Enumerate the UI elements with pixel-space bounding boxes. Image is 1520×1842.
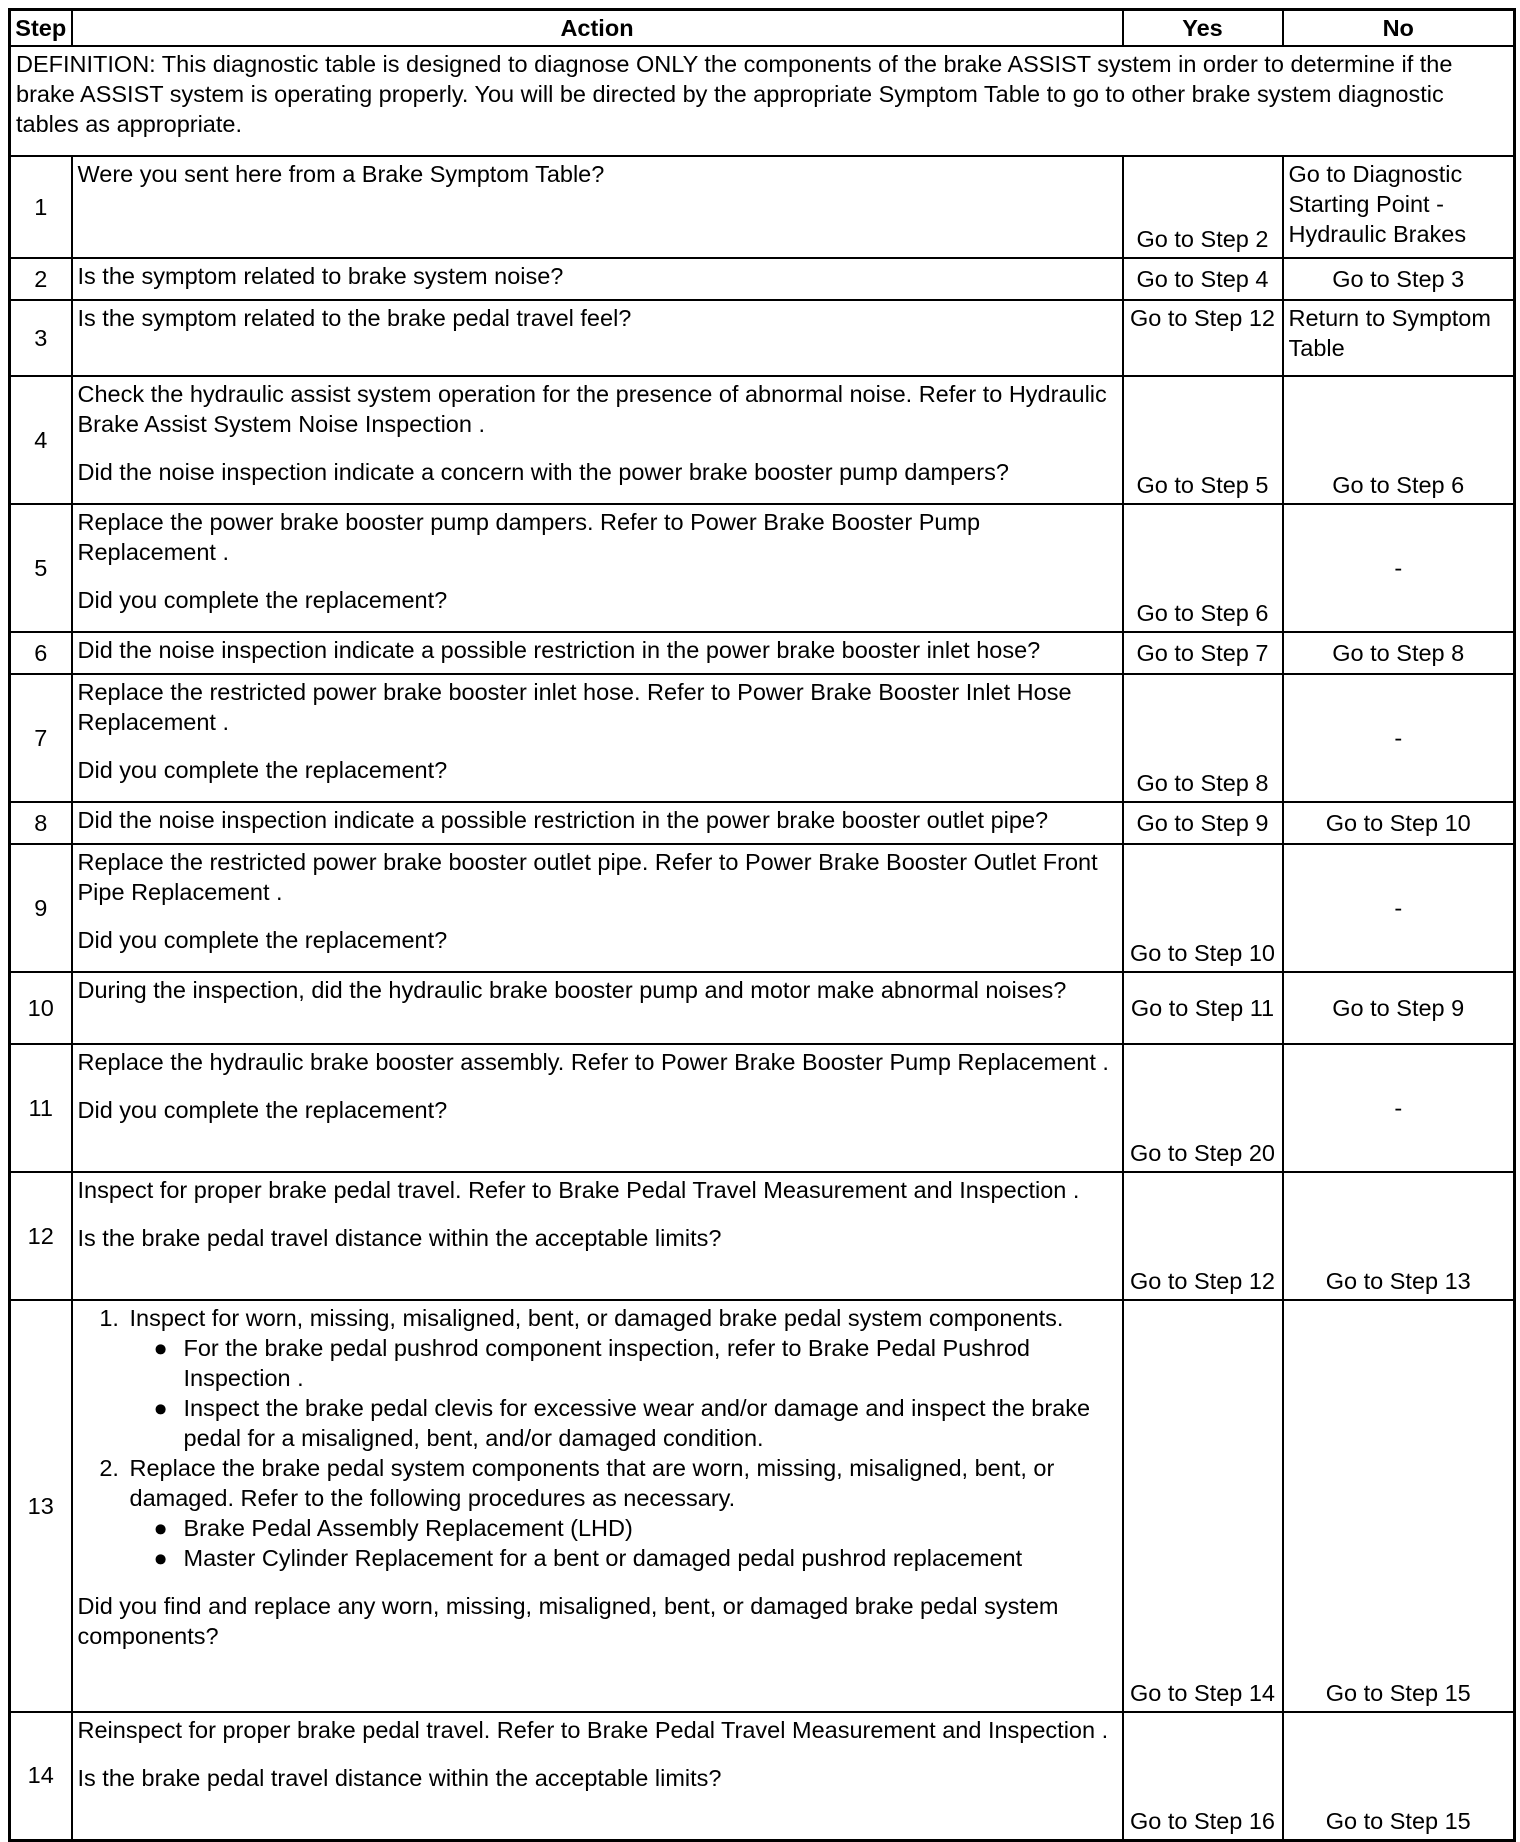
action-instruction: Replace the power brake booster pump dampers. Refer to Power Brake Booster Pump Replacement . bbox=[77, 509, 981, 565]
step-number: 3 bbox=[10, 300, 72, 376]
step-number: 11 bbox=[10, 1044, 72, 1172]
action-question: Did you find and replace any worn, missing, misaligned, bent, or damaged brake pedal system components? bbox=[77, 1593, 1059, 1649]
procedure-sub-item bbox=[153, 1333, 1117, 1393]
action-instruction: Check the hydraulic assist system operation for the presence of abnormal noise. Refer to Hydraulic Brake Assist System Noise Inspection . bbox=[77, 381, 1107, 437]
procedure-sub-item-text: For the brake pedal pushrod component inspection, refer to Brake Pedal Pushrod Inspection . bbox=[183, 1335, 1031, 1391]
action-question: Is the symptom related to brake system noise? bbox=[77, 263, 564, 289]
action-cell bbox=[72, 504, 1123, 632]
no-cell: Return to Symptom Table bbox=[1283, 300, 1515, 376]
action-question: Did you complete the replacement? bbox=[77, 587, 448, 613]
action-instruction: Replace the restricted power brake booster inlet hose. Refer to Power Brake Booster Inlet Hose Replacement . bbox=[77, 679, 1072, 735]
yes-cell: Go to Step 6 bbox=[1123, 504, 1283, 632]
yes-cell: Go to Step 8 bbox=[1123, 674, 1283, 802]
no-cell: - bbox=[1283, 1044, 1515, 1172]
action-question: Did the noise inspection indicate a possible restriction in the power brake booster inlet hose? bbox=[77, 637, 1041, 663]
bullet-icon: ● bbox=[153, 1395, 168, 1421]
yes-cell: Go to Step 5 bbox=[1123, 376, 1283, 504]
step-number: 14 bbox=[10, 1712, 72, 1840]
no-cell: Go to Step 9 bbox=[1283, 972, 1515, 1044]
table-row bbox=[10, 1044, 1515, 1172]
procedure-sub-item bbox=[153, 1513, 1117, 1543]
action-question: Were you sent here from a Brake Symptom Table? bbox=[77, 161, 605, 187]
header-yes: Yes bbox=[1123, 10, 1283, 47]
action-cell bbox=[72, 1044, 1123, 1172]
bullet-icon: ● bbox=[153, 1515, 168, 1541]
table-row bbox=[10, 1172, 1515, 1300]
action-cell bbox=[72, 300, 1123, 376]
action-cell bbox=[72, 802, 1123, 844]
yes-cell: Go to Step 12 bbox=[1123, 300, 1283, 376]
table-row bbox=[10, 844, 1515, 972]
action-instruction: Reinspect for proper brake pedal travel. Refer to Brake Pedal Travel Measurement and Inspection . bbox=[77, 1717, 1109, 1743]
definition-text: DEFINITION: This diagnostic table is designed to diagnose ONLY the components of the brake ASSIST system in order to determine if the brake ASSIST system is operating properly. You will be directed by the appropriate Symptom Table to go to other brake system diagnostic tables as appropriate. bbox=[10, 46, 1515, 156]
step-number: 5 bbox=[10, 504, 72, 632]
procedure-sub-list bbox=[130, 1513, 1117, 1573]
step-number: 9 bbox=[10, 844, 72, 972]
table-row bbox=[10, 1300, 1515, 1712]
procedure-sub-item-text: Inspect the brake pedal clevis for excessive wear and/or damage and inspect the brake pedal for a misaligned, bent, and/or damaged condition. bbox=[183, 1395, 1091, 1451]
procedure-sub-item-text: Brake Pedal Assembly Replacement (LHD) bbox=[183, 1515, 633, 1541]
action-cell bbox=[72, 1300, 1123, 1712]
procedure-sub-item bbox=[153, 1393, 1117, 1453]
action-question: Did the noise inspection indicate a concern with the power brake booster pump dampers? bbox=[77, 459, 1009, 485]
table-row bbox=[10, 972, 1515, 1044]
action-instruction: Replace the restricted power brake booster outlet pipe. Refer to Power Brake Booster Outlet Front Pipe Replacement . bbox=[77, 849, 1098, 905]
header-step: Step bbox=[10, 10, 72, 47]
step-number: 7 bbox=[10, 674, 72, 802]
yes-cell: Go to Step 7 bbox=[1123, 632, 1283, 674]
action-question: Did you complete the replacement? bbox=[77, 927, 448, 953]
no-cell: Go to Step 6 bbox=[1283, 376, 1515, 504]
table-row bbox=[10, 258, 1515, 300]
header-action: Action bbox=[72, 10, 1123, 47]
diagnostic-table bbox=[8, 8, 1516, 1842]
action-question: Is the brake pedal travel distance within the acceptable limits? bbox=[77, 1765, 722, 1791]
yes-cell: Go to Step 4 bbox=[1123, 258, 1283, 300]
step-number: 10 bbox=[10, 972, 72, 1044]
procedure-list bbox=[78, 1303, 1117, 1573]
table-row bbox=[10, 376, 1515, 504]
no-cell: Go to Step 15 bbox=[1283, 1300, 1515, 1712]
table-row bbox=[10, 802, 1515, 844]
header-row bbox=[10, 10, 1515, 47]
definition-row bbox=[10, 46, 1515, 156]
bullet-icon: ● bbox=[153, 1545, 168, 1571]
action-question: Is the symptom related to the brake pedal travel feel? bbox=[77, 305, 632, 331]
action-cell bbox=[72, 376, 1123, 504]
no-cell: Go to Diagnostic Starting Point - Hydraulic Brakes bbox=[1283, 156, 1515, 258]
action-question: Is the brake pedal travel distance within the acceptable limits? bbox=[77, 1225, 722, 1251]
no-cell: Go to Step 13 bbox=[1283, 1172, 1515, 1300]
yes-cell: Go to Step 14 bbox=[1123, 1300, 1283, 1712]
no-cell: - bbox=[1283, 504, 1515, 632]
action-question: Did you complete the replacement? bbox=[77, 757, 448, 783]
action-cell bbox=[72, 632, 1123, 674]
step-number: 4 bbox=[10, 376, 72, 504]
action-cell bbox=[72, 1712, 1123, 1840]
action-question: During the inspection, did the hydraulic brake booster pump and motor make abnormal noises? bbox=[77, 977, 1067, 1003]
yes-cell: Go to Step 9 bbox=[1123, 802, 1283, 844]
yes-cell: Go to Step 10 bbox=[1123, 844, 1283, 972]
step-number: 1 bbox=[10, 156, 72, 258]
table-row bbox=[10, 1712, 1515, 1840]
procedure-sub-item-text: Master Cylinder Replacement for a bent or damaged pedal pushrod replacement bbox=[183, 1545, 1023, 1571]
action-question: Did the noise inspection indicate a possible restriction in the power brake booster outlet pipe? bbox=[77, 807, 1049, 833]
no-cell: - bbox=[1283, 844, 1515, 972]
action-instruction: Replace the hydraulic brake booster assembly. Refer to Power Brake Booster Pump Replacement . bbox=[77, 1049, 1109, 1075]
procedure-item bbox=[126, 1453, 1117, 1573]
procedure-item-text: Inspect for worn, missing, misaligned, bent, or damaged brake pedal system components. bbox=[129, 1305, 1064, 1331]
action-instruction: Inspect for proper brake pedal travel. Refer to Brake Pedal Travel Measurement and Inspection . bbox=[77, 1177, 1080, 1203]
action-cell bbox=[72, 674, 1123, 802]
table-row bbox=[10, 156, 1515, 258]
table-row bbox=[10, 674, 1515, 802]
table-row bbox=[10, 504, 1515, 632]
action-question: Did you complete the replacement? bbox=[77, 1097, 448, 1123]
yes-cell: Go to Step 2 bbox=[1123, 156, 1283, 258]
no-cell: Go to Step 15 bbox=[1283, 1712, 1515, 1840]
yes-cell: Go to Step 16 bbox=[1123, 1712, 1283, 1840]
step-number: 12 bbox=[10, 1172, 72, 1300]
step-number: 2 bbox=[10, 258, 72, 300]
action-cell bbox=[72, 258, 1123, 300]
no-cell: - bbox=[1283, 674, 1515, 802]
bullet-icon: ● bbox=[153, 1335, 168, 1361]
yes-cell: Go to Step 11 bbox=[1123, 972, 1283, 1044]
procedure-item-text: Replace the brake pedal system components that are worn, missing, misaligned, bent, or damaged. Refer to the following procedures as necessary. bbox=[129, 1455, 1055, 1511]
no-cell: Go to Step 3 bbox=[1283, 258, 1515, 300]
action-cell bbox=[72, 972, 1123, 1044]
step-number: 6 bbox=[10, 632, 72, 674]
yes-cell: Go to Step 12 bbox=[1123, 1172, 1283, 1300]
procedure-item bbox=[126, 1303, 1117, 1453]
procedure-sub-list bbox=[130, 1333, 1117, 1453]
no-cell: Go to Step 8 bbox=[1283, 632, 1515, 674]
action-cell bbox=[72, 844, 1123, 972]
yes-cell: Go to Step 20 bbox=[1123, 1044, 1283, 1172]
procedure-sub-item bbox=[153, 1543, 1117, 1573]
header-no: No bbox=[1283, 10, 1515, 47]
step-number: 8 bbox=[10, 802, 72, 844]
no-cell: Go to Step 10 bbox=[1283, 802, 1515, 844]
action-cell bbox=[72, 1172, 1123, 1300]
table-row bbox=[10, 300, 1515, 376]
action-cell bbox=[72, 156, 1123, 258]
step-number: 13 bbox=[10, 1300, 72, 1712]
table-row bbox=[10, 632, 1515, 674]
